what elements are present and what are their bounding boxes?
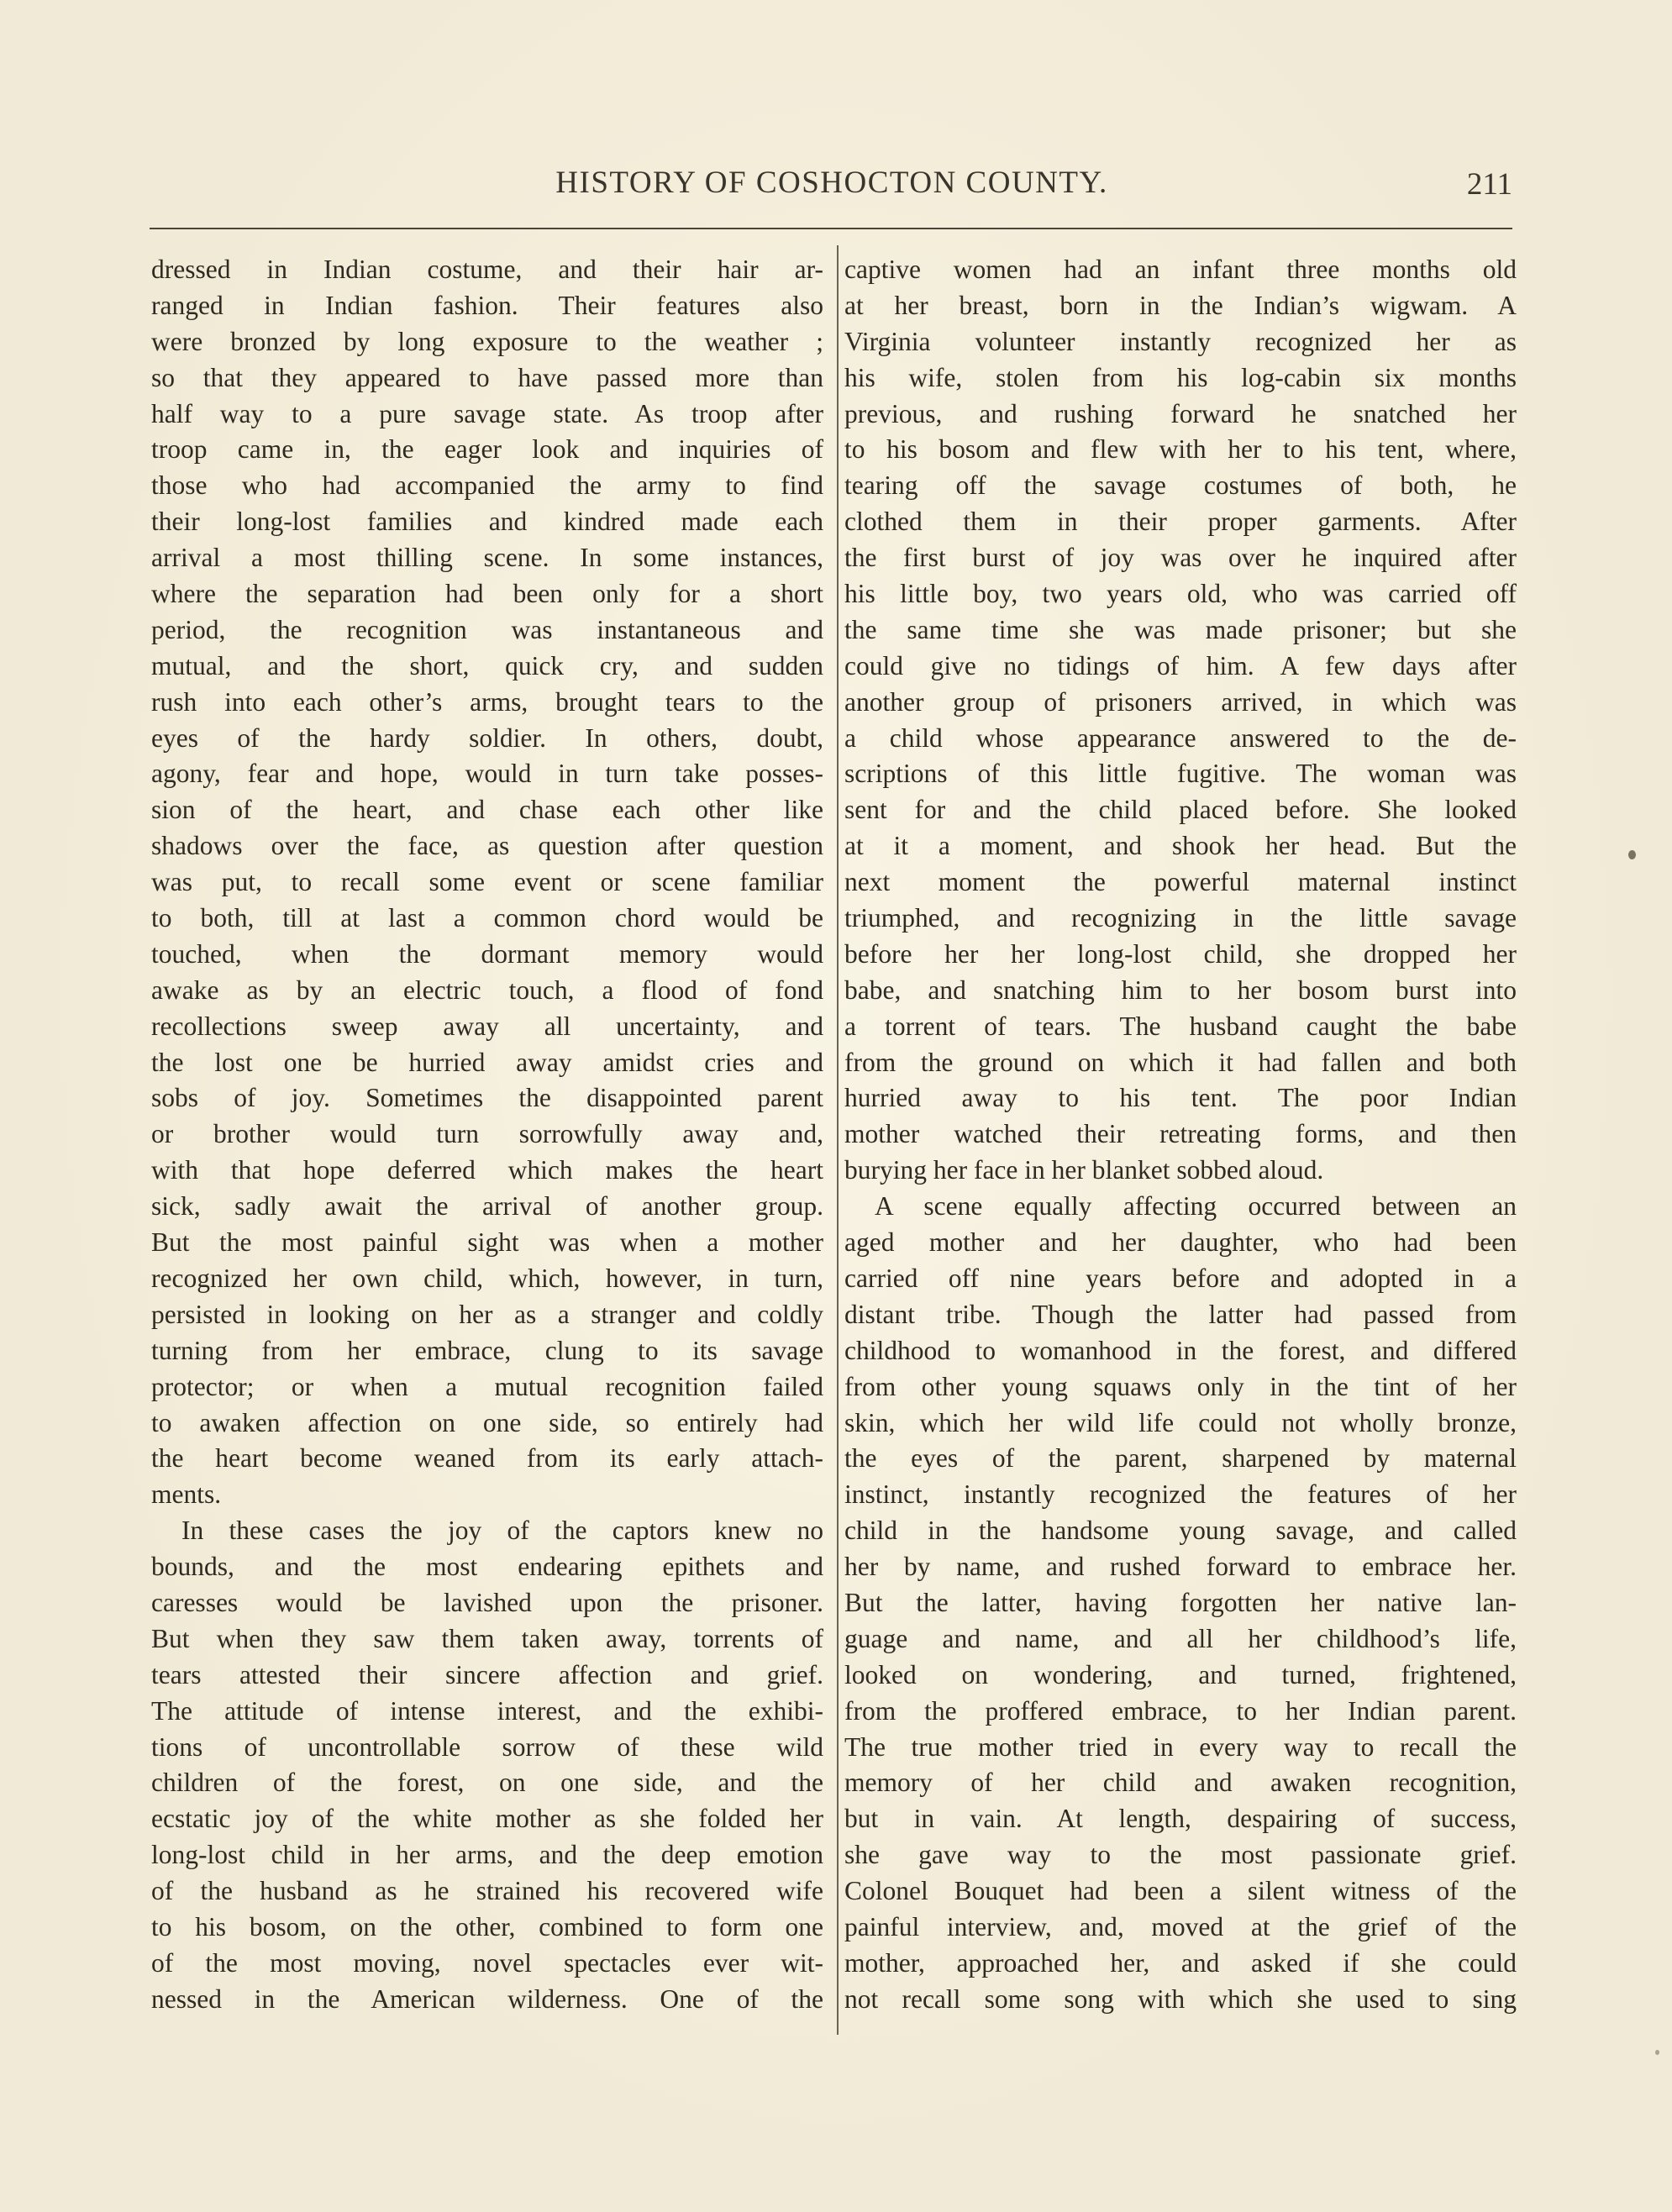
text-line: recognized her own child, which, however, in turn, — [151, 1263, 823, 1293]
text-line: ments. — [151, 1479, 222, 1510]
text-line: the heart become weaned from its early attach- — [151, 1443, 823, 1474]
text-line: memory of her child and awaken recognition, — [844, 1768, 1517, 1798]
text-line: next moment the powerful maternal instinct — [844, 867, 1517, 897]
page-number: 211 — [1466, 167, 1512, 202]
column-divider — [837, 245, 839, 2035]
text-line: of the most moving, novel spectacles ever wit- — [151, 1947, 823, 1978]
text-line: those who had accompanied the army to find — [151, 470, 823, 501]
text-line: But the most painful sight was when a mother — [151, 1227, 823, 1258]
text-line: their long-lost families and kindred made each — [151, 507, 823, 537]
text-line: burying her face in her blanket sobbed aloud. — [844, 1155, 1324, 1185]
text-line: touched, when the dormant memory would — [151, 938, 823, 969]
text-line: the lost one be hurried away amidst cries and — [151, 1047, 823, 1077]
text-line: carried off nine years before and adopted in a — [844, 1263, 1517, 1293]
text-line: The true mother tried in every way to recall the — [844, 1731, 1517, 1762]
text-line: triumphed, and recognizing in the little savage — [844, 903, 1517, 933]
text-line: But when they saw them taken away, torrents of — [151, 1623, 823, 1653]
text-line: from the proffered embrace, to her Indian parent. — [844, 1695, 1517, 1726]
text-line: half way to a pure savage state. As troop after — [151, 398, 823, 428]
text-line: painful interview, and, moved at the grief of the — [844, 1911, 1517, 1941]
text-line: period, the recognition was instantaneous and — [151, 614, 823, 644]
text-line: awake as by an electric touch, a flood of fond — [151, 975, 823, 1005]
text-line: she gave way to the most passionate grief. — [844, 1840, 1517, 1870]
text-line: childhood to womanhood in the forest, and differed — [844, 1335, 1517, 1365]
text-line: captive women had an infant three months old — [844, 255, 1517, 284]
text-line: could give no tidings of him. A few days after — [844, 650, 1517, 680]
text-line: eyes of the hardy soldier. In others, doubt, — [151, 722, 823, 753]
text-line: the first burst of joy was over he inquired after — [844, 543, 1517, 573]
text-line: The attitude of intense interest, and the exhibi- — [151, 1695, 823, 1726]
text-line: ecstatic joy of the white mother as she folded her — [151, 1804, 823, 1834]
text-line: distant tribe. Though the latter had passed from — [844, 1299, 1517, 1329]
text-line: so that they appeared to have passed more than — [151, 362, 823, 392]
text-line: Colonel Bouquet had been a silent witness of the — [844, 1876, 1517, 1906]
text-line: hurried away to his tent. The poor Indian — [844, 1083, 1517, 1113]
text-line: tions of uncontrollable sorrow of these wild — [151, 1731, 823, 1762]
text-line: shadows over the face, as question after question — [151, 831, 823, 861]
text-line: child in the handsome young savage, and called — [844, 1516, 1517, 1546]
text-line: children of the forest, on one side, and the — [151, 1768, 823, 1798]
text-line: arrival a most thilling scene. In some instances, — [151, 543, 823, 573]
text-line: mother, approached her, and asked if she could — [844, 1947, 1517, 1978]
ink-speck — [1655, 2050, 1659, 2055]
text-line: troop came in, the eager look and inquiries of — [151, 434, 823, 465]
text-line: at her breast, born in the Indian’s wigwam. A — [844, 290, 1517, 320]
text-line: at it a moment, and shook her head. But the — [844, 831, 1517, 861]
right-column — [844, 252, 1517, 2018]
left-column — [151, 252, 823, 2018]
text-line: were bronzed by long exposure to the weather ; — [151, 326, 823, 356]
header-rule — [150, 228, 1512, 229]
text-line: ranged in Indian fashion. Their features also — [151, 290, 823, 320]
text-line: with that hope deferred which makes the heart — [151, 1155, 823, 1185]
ink-speck — [1628, 850, 1636, 859]
text-line: his little boy, two years old, who was carried off — [844, 579, 1517, 609]
text-line: where the separation had been only for a short — [151, 579, 823, 609]
text-line: guage and name, and all her childhood’s life, — [844, 1623, 1517, 1653]
text-line: but in vain. At length, despairing of success, — [844, 1804, 1517, 1834]
text-line: to his bosom, on the other, combined to form one — [151, 1911, 823, 1941]
text-line: instinct, instantly recognized the features of her — [844, 1479, 1517, 1510]
text-line: from other young squaws only in the tint of her — [844, 1371, 1517, 1401]
text-line: caresses would be lavished upon the prisoner. — [151, 1587, 823, 1617]
text-line: sick, sadly await the arrival of another group. — [151, 1191, 823, 1222]
text-line: mother watched their retreating forms, and then — [844, 1119, 1517, 1149]
text-line: the eyes of the parent, sharpened by maternal — [844, 1443, 1517, 1474]
text-line: of the husband as he strained his recovered wife — [151, 1876, 823, 1906]
text-line: clothed them in their proper garments. After — [844, 507, 1517, 537]
text-line: or brother would turn sorrowfully away and, — [151, 1119, 823, 1149]
text-line: previous, and rushing forward he snatched her — [844, 398, 1517, 428]
text-line: babe, and snatching him to her bosom burst into — [844, 975, 1517, 1005]
text-line: the same time she was made prisoner; but she — [844, 614, 1517, 644]
text-line: But the latter, having forgotten her native lan- — [844, 1587, 1517, 1617]
text-line: bounds, and the most endearing epithets and — [151, 1552, 823, 1582]
text-line: another group of prisoners arrived, in which was — [844, 686, 1517, 717]
text-line: turning from her embrace, clung to its savage — [151, 1335, 823, 1365]
text-line: mutual, and the short, quick cry, and sudden — [151, 650, 823, 680]
page-header — [151, 165, 1512, 215]
text-line: was put, to recall some event or scene familiar — [151, 867, 823, 897]
text-line: A scene equally affecting occurred between an — [875, 1191, 1517, 1222]
text-line: sion of the heart, and chase each other like — [151, 795, 823, 825]
text-line: her by name, and rushed forward to embrace her. — [844, 1552, 1517, 1582]
text-line: sobs of joy. Sometimes the disappointed parent — [151, 1083, 823, 1113]
text-line: skin, which her wild life could not wholly bronze, — [844, 1407, 1517, 1437]
text-line: In these cases the joy of the captors knew no — [181, 1516, 823, 1546]
text-line: a child whose appearance answered to the de- — [844, 722, 1517, 753]
text-line: protector; or when a mutual recognition failed — [151, 1371, 823, 1401]
text-line: dressed in Indian costume, and their hair ar- — [151, 255, 823, 284]
text-line: tears attested their sincere affection and grief. — [151, 1659, 823, 1689]
text-line: nessed in the American wilderness. One of the — [151, 1983, 823, 2014]
text-line: a torrent of tears. The husband caught the babe — [844, 1011, 1517, 1041]
text-line: recollections sweep away all uncertainty, and — [151, 1011, 823, 1041]
text-line: to his bosom and flew with her to his tent, where, — [844, 434, 1517, 465]
text-line: Virginia volunteer instantly recognized her as — [844, 326, 1517, 356]
text-line: tearing off the savage costumes of both, he — [844, 470, 1517, 501]
text-line: before her her long-lost child, she dropped her — [844, 938, 1517, 969]
running-title: HISTORY OF COSHOCTON COUNTY. — [555, 166, 1108, 200]
text-line: his wife, stolen from his log-cabin six months — [844, 362, 1517, 392]
text-line: scriptions of this little fugitive. The woman was — [844, 759, 1517, 789]
text-line: not recall some song with which she used to sing — [844, 1983, 1517, 2014]
text-line: to awaken affection on one side, so entirely had — [151, 1407, 823, 1437]
text-line: long-lost child in her arms, and the deep emotion — [151, 1840, 823, 1870]
text-line: aged mother and her daughter, who had been — [844, 1227, 1517, 1258]
text-line: persisted in looking on her as a stranger and coldly — [151, 1299, 823, 1329]
text-line: to both, till at last a common chord would be — [151, 903, 823, 933]
text-line: sent for and the child placed before. She looked — [844, 795, 1517, 825]
text-line: rush into each other’s arms, brought tears to the — [151, 686, 823, 717]
text-line: looked on wondering, and turned, frightened, — [844, 1659, 1517, 1689]
text-line: agony, fear and hope, would in turn take posses- — [151, 759, 823, 789]
text-line: from the ground on which it had fallen and both — [844, 1047, 1517, 1077]
